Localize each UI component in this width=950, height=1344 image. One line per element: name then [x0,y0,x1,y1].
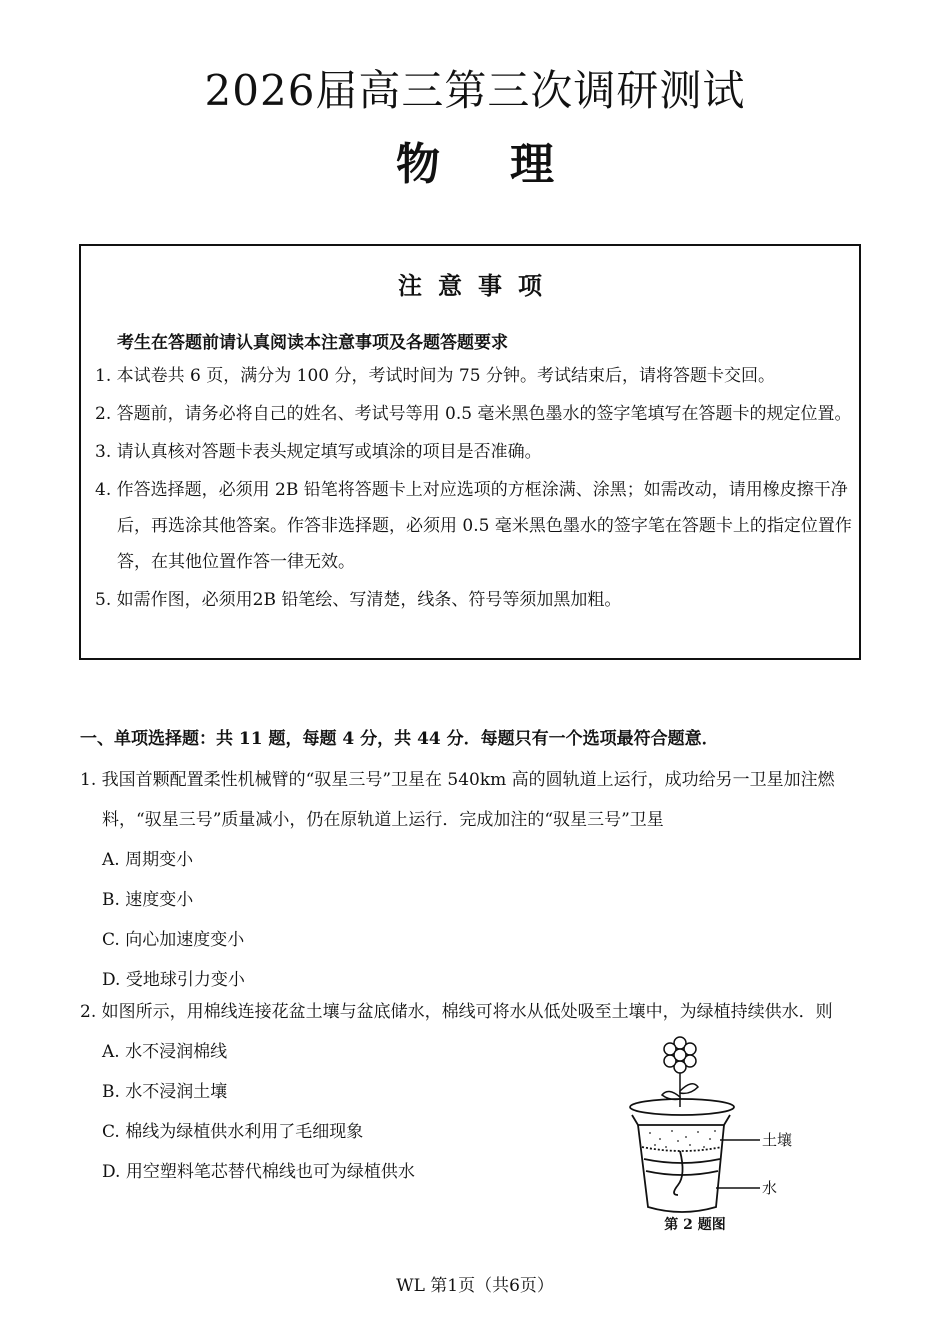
pot-icon [630,1099,734,1212]
option-c: C. 棉线为绿植供水利用了毛细现象 [102,1122,364,1142]
question-1 [80,760,870,1000]
page-footer: WL 第1页（共6页） [396,1276,554,1296]
soil-texture [649,1130,716,1148]
notice-item-4: 4. 作答选择题，必须用 2B 铅笔将答题卡上对应选项的方框涂满、涂黑；如需改动，请用橡皮擦干净后，再选涂其他答案。作答非选择题，必须用 0.5 毫米黑色墨水的签字笔在答题卡上的指定位置作答，在其他位置作答一律无效。 [95,480,852,572]
notice-item-2: 2. 答题前，请务必将自己的姓名、考试号等用 0.5 毫米黑色墨水的签字笔填写在答题卡的规定位置。 [95,404,852,424]
option-b: B. 水不浸润土壤 [102,1082,228,1102]
flower-icon [662,1037,698,1107]
notice-item-1: 1. 本试卷共 6 页，满分为 100 分，考试时间为 75 分钟。考试结束后，请将答题卡交回。 [95,366,775,386]
notice-item-3: 3. 请认真核对答题卡表头规定填写或填涂的项目是否准确。 [95,442,542,462]
question-stem: 1. 我国首颗配置柔性机械臂的“驭星三号”卫星在 540km 高的圆轨道上运行，成功给另一卫星加注燃料，“驭星三号”质量减小，仍在原轨道上运行．完成加注的“驭星三号”卫星 [80,770,835,830]
water-label: 水 [762,1179,778,1197]
question-stem: 2. 如图所示，用棉线连接花盆土壤与盆底储水，棉线可将水从低处吸至土壤中，为绿植持续供水．则 [80,1002,833,1022]
option-a: A. 水不浸润棉线 [102,1042,228,1062]
subject-title: 物理 [396,139,624,190]
option-b: B. 速度变小 [102,890,194,910]
notice-box [79,244,861,660]
option-d: D. 用空塑料笔芯替代棉线也可为绿植供水 [102,1162,415,1182]
soil-label: 土壤 [762,1131,793,1149]
notice-intro: 考生在答题前请认真阅读本注意事项及各题答题要求 [117,333,508,353]
section-heading: 一、单项选择题：共 11 题，每题 4 分，共 44 分．每题只有一个选项最符合题意． [80,729,719,749]
option-c: C. 向心加速度变小 [102,930,245,950]
notice-item-5: 5. 如需作图，必须用2B 铅笔绘、写清楚，线条、符号等须加黑加粗。 [95,590,622,610]
option-a: A. 周期变小 [102,850,194,870]
exam-title: 2026届高三第三次调研测试 [204,66,746,115]
notice-list [95,358,855,620]
option-d: D. 受地球引力变小 [102,970,245,990]
figure-caption: 第 2 题图 [664,1217,726,1233]
notice-heading: 注意事项 [398,271,558,300]
